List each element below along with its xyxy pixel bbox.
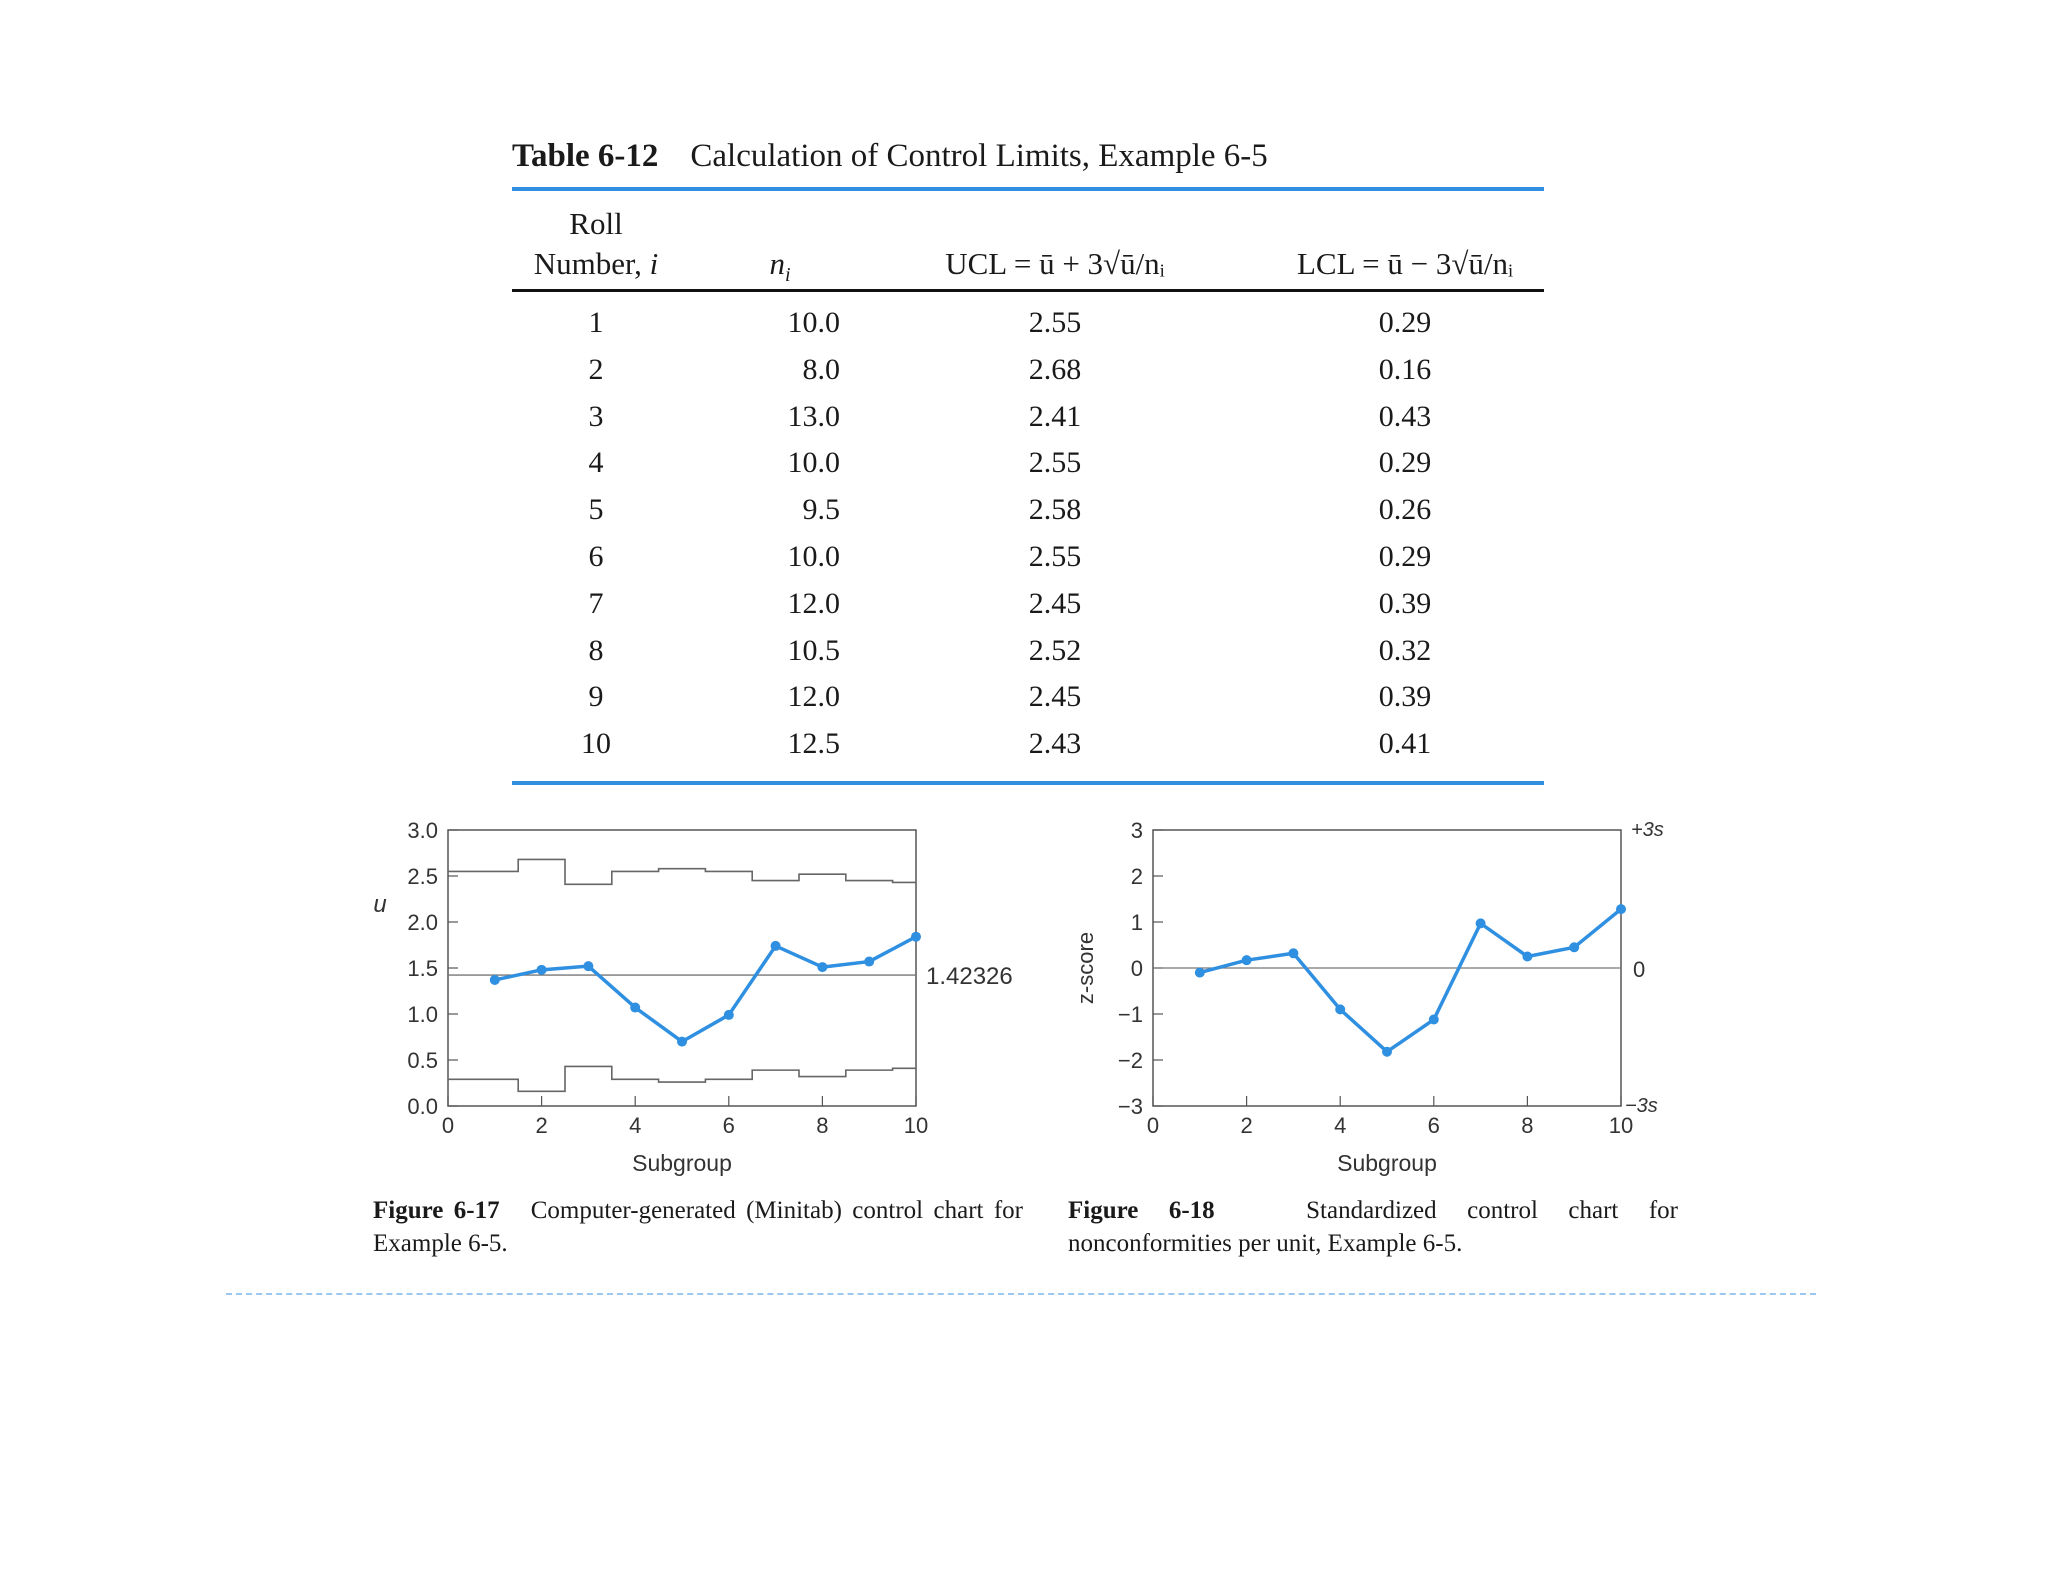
figure-6-18-caption [1068,1194,1678,1260]
figure-6-18-label: Figure 6-18 [1068,1197,1215,1224]
cell-roll: 2 [588,352,604,386]
data-point [911,932,921,942]
lower-limit-label: −3s [1625,1095,1658,1117]
cell-lcl: 0.26 [1378,493,1432,527]
cell-n: 10.0 [787,540,840,573]
cell-n: 12.0 [787,586,840,620]
y-tick-label: −2 [1117,1048,1143,1073]
data-point [1522,952,1532,962]
data-point [1382,1047,1392,1057]
header-n-subscript: i [784,264,791,287]
table-caption: Calculation of Control Limits, Example 6-5 [690,138,1268,174]
x-tick-label: 8 [1521,1113,1534,1138]
cell-lcl: 0.43 [1378,399,1432,433]
figure-6-17-label: Figure 6-17 [373,1197,500,1224]
dashed-divider [226,1293,1816,1295]
y-axis-label: z-score [1073,931,1098,1005]
standardized-control-chart [1060,805,1700,1190]
data-point [771,941,781,951]
data-point [1476,918,1486,928]
cell-n: 8.0 [802,352,840,386]
cell-roll: 9 [588,680,604,714]
x-tick-label: 0 [1146,1113,1160,1138]
cell-roll: 10 [581,727,611,761]
cell-ucl: 2.55 [1028,540,1082,573]
y-axis-label: u [373,891,387,918]
x-tick-label: 0 [441,1113,455,1138]
y-tick-label: −1 [1117,1002,1143,1027]
cell-n: 12.0 [787,680,840,714]
header-roll-line1: Roll [569,206,623,241]
center-zero-label: 0 [1633,957,1646,982]
cell-ucl: 2.43 [1028,727,1082,761]
y-tick-label: 0.0 [407,1094,438,1119]
cell-roll: 1 [588,306,604,339]
x-tick-label: 2 [535,1113,548,1138]
table-header-rule [512,289,1544,292]
lcl-step-line [448,1066,916,1091]
y-tick-label: 2.0 [407,910,438,935]
cell-ucl: 2.55 [1028,446,1082,480]
upper-limit-label: +3s [1631,819,1664,841]
ucl-step-line [448,859,916,884]
series-line [1200,909,1621,1052]
data-point [490,975,500,985]
cell-n: 10.0 [787,306,840,339]
data-point [630,1003,640,1013]
cell-roll: 4 [588,446,604,480]
x-tick-label: 6 [1427,1113,1440,1138]
y-tick-label: 2 [1130,864,1143,889]
cell-ucl: 2.45 [1028,586,1082,620]
data-point [1288,948,1298,958]
data-point [583,961,593,971]
header-roll-index: i [649,246,659,281]
cell-roll: 6 [588,540,604,573]
table-top-rule [512,187,1544,191]
data-point [817,962,827,972]
y-tick-label: 3 [1130,818,1143,843]
cell-lcl: 0.29 [1378,540,1432,573]
data-point [724,1010,734,1020]
cell-roll: 5 [588,493,604,527]
cell-roll: 7 [588,586,604,620]
center-line-label: 1.42326 [926,963,1013,991]
figure-6-17-caption [373,1194,1023,1260]
cell-n: 13.0 [787,399,840,433]
cell-roll: 3 [588,399,604,433]
cell-lcl: 0.39 [1378,680,1432,714]
figure-6-17-text: Computer-generated (Minitab) control chart for Example 6-5. [373,1197,1024,1257]
cell-lcl: 0.39 [1378,586,1432,620]
cell-lcl: 0.29 [1378,446,1432,480]
y-tick-label: 0.5 [407,1048,438,1073]
cell-lcl: 0.29 [1378,306,1432,339]
data-point [1569,942,1579,952]
cell-ucl: 2.41 [1028,399,1082,433]
u-control-chart [360,805,1013,1190]
y-tick-label: 1 [1130,910,1143,935]
x-tick-label: 10 [1608,1113,1634,1138]
x-tick-label: 8 [816,1113,829,1138]
y-tick-label: 1.5 [407,956,438,981]
figure-6-18-text: Standardized control chart for nonconformities per unit, Example 6-5. [1068,1197,1679,1257]
cell-n: 12.5 [787,727,840,761]
y-tick-label: 0 [1130,956,1143,981]
cell-roll: 8 [588,633,604,667]
cell-ucl: 2.68 [1028,352,1082,386]
data-point [537,965,547,975]
cell-ucl: 2.52 [1028,633,1082,667]
table-bottom-rule [512,781,1544,785]
y-tick-label: −3 [1117,1094,1143,1119]
header-roll-text: Number, [533,246,650,281]
data-point [1242,955,1252,965]
x-axis-label: Subgroup [1337,1150,1437,1176]
data-point [1616,904,1626,914]
data-point [864,957,874,967]
cell-ucl: 2.58 [1028,493,1082,527]
cell-lcl: 0.16 [1378,352,1432,386]
series-line [495,937,916,1042]
cell-n: 10.0 [787,446,840,480]
cell-n: 10.5 [787,633,840,667]
header-lcl: LCL = ū − 3√ū/nᵢ [1296,246,1514,281]
header-ucl: UCL = ū + 3√ū/nᵢ [945,246,1165,281]
y-tick-label: 1.0 [407,1002,438,1027]
table-number: Table 6-12 [512,138,659,174]
x-tick-label: 2 [1240,1113,1253,1138]
data-point [677,1037,687,1047]
data-point [1429,1015,1439,1025]
header-roll-line2 [500,246,692,282]
x-tick-label: 10 [903,1113,929,1138]
cell-n: 9.5 [802,493,840,527]
cell-lcl: 0.41 [1378,727,1432,761]
x-axis-label: Subgroup [632,1150,732,1176]
cell-lcl: 0.32 [1378,633,1432,667]
header-n-symbol: n [769,246,785,281]
x-tick-label: 6 [722,1113,735,1138]
cell-ucl: 2.45 [1028,680,1082,714]
header-n [740,246,820,287]
data-point [1335,1004,1345,1014]
table-title [512,138,1268,175]
y-tick-label: 3.0 [407,818,438,843]
cell-ucl: 2.55 [1028,306,1082,339]
x-tick-label: 4 [1334,1113,1347,1138]
y-tick-label: 2.5 [407,864,438,889]
x-tick-label: 4 [629,1113,642,1138]
data-point [1195,968,1205,978]
